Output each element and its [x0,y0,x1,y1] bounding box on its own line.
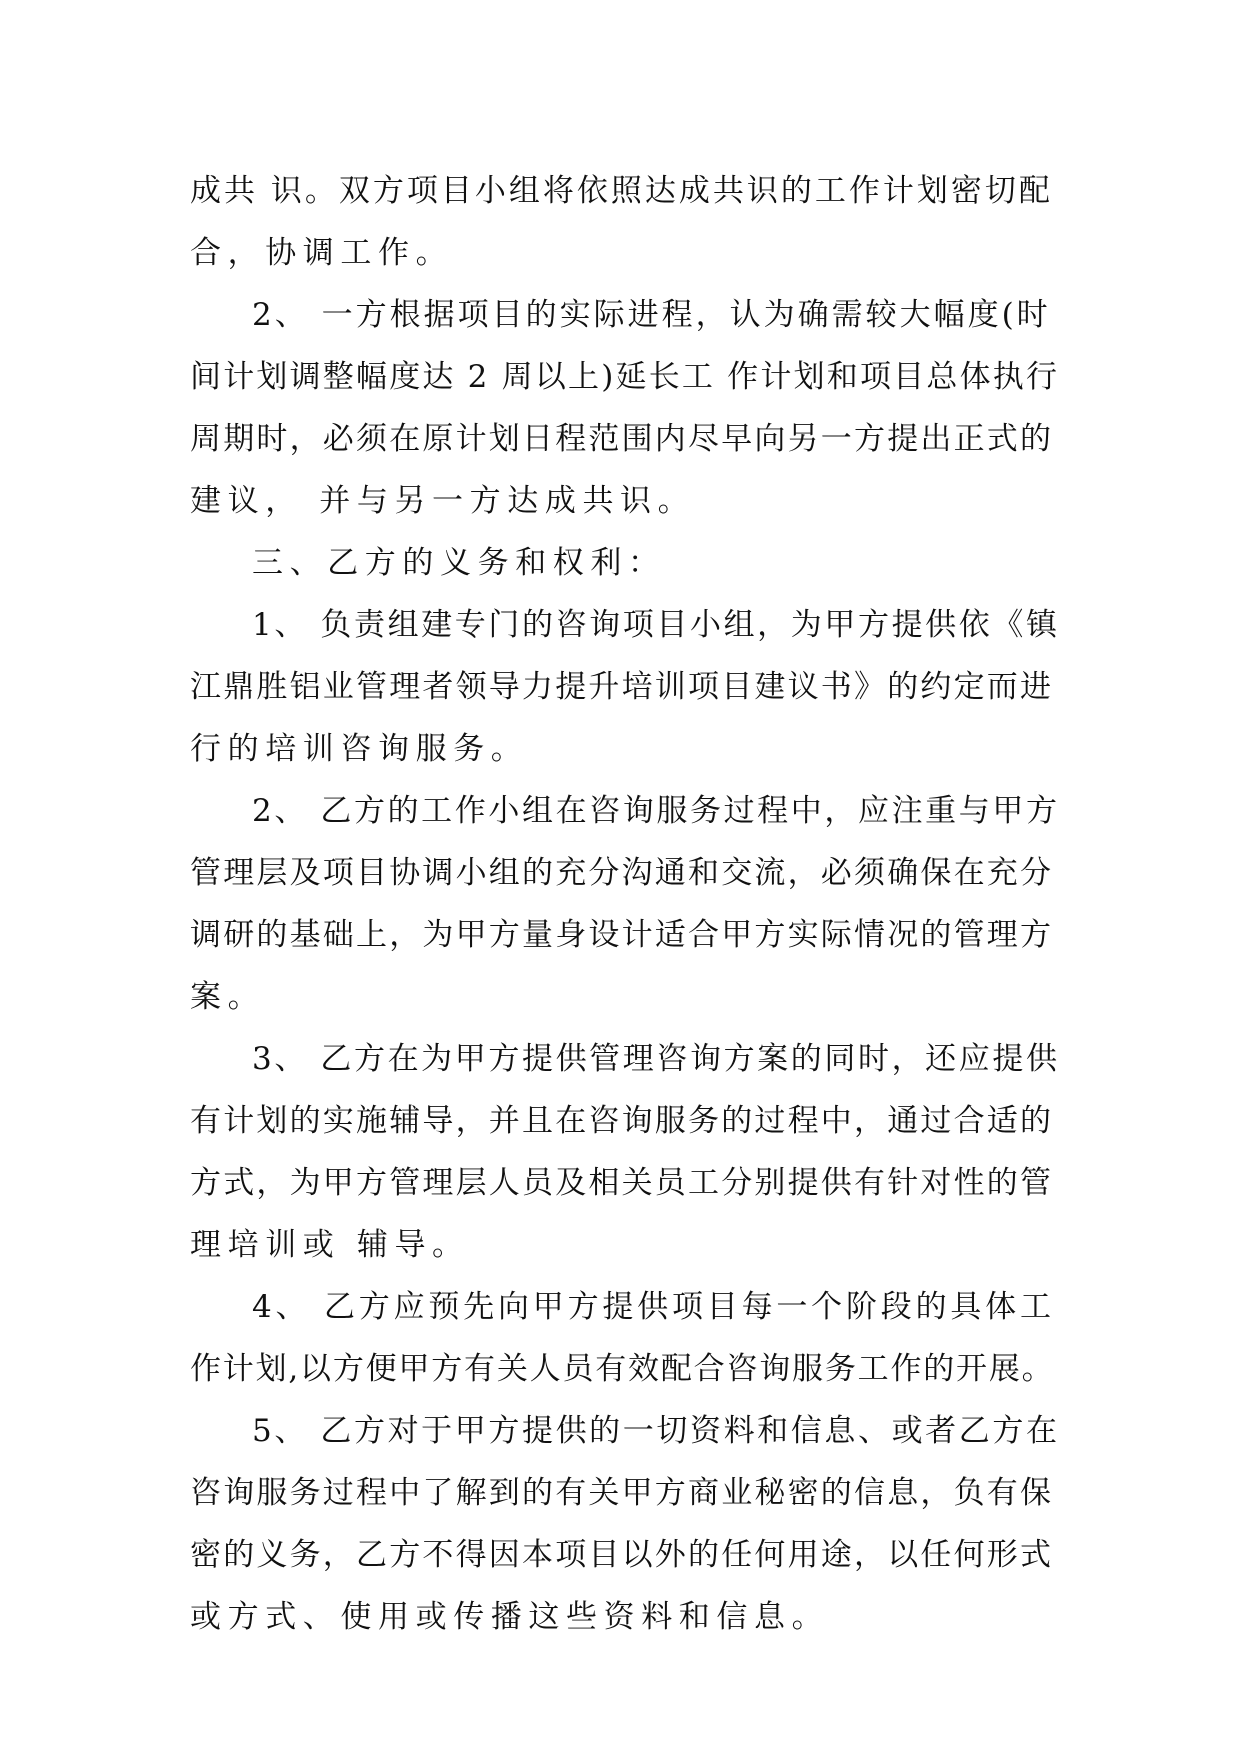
text-line: 间计划调整幅度达 2 周以上)延长工 作计划和项目总体执行 [190,359,1060,395]
text-line: 周期时，必须在原计划日程范围内尽早向另一方提出正式的 [190,421,1054,457]
text-line: 理培训或 辅导。 [190,1227,470,1263]
text-line: 或方式、使用或传播这些资料和信息。 [190,1599,830,1635]
text-line: 管理层及项目协调小组的充分沟通和交流，必须确保在充分 [190,855,1054,891]
text-line: 案。 [190,979,266,1015]
text-line: 行的培训咨询服务。 [190,731,529,767]
section-heading: 三、乙方的义务和权利： [252,545,666,581]
text-line: 作计划,以方便甲方有关人员有效配合咨询服务工作的开展。 [190,1351,1055,1387]
text-line: 4、 乙方应预先向甲方提供项目每一个阶段的具体工 [252,1289,1055,1325]
text-line: 1、 负责组建专门的咨询项目小组，为甲方提供依《镇 [252,607,1060,643]
text-line: 咨询服务过程中了解到的有关甲方商业秘密的信息，负有保 [190,1475,1054,1511]
text-line: 调研的基础上，为甲方量身设计适合甲方实际情况的管理方 [190,917,1054,953]
text-line: 江鼎胜铝业管理者领导力提升培训项目建议书》的约定而进 [190,669,1054,705]
text-line: 成共 识。双方项目小组将依照达成共识的工作计划密切配 [190,173,1053,209]
text-line: 2、 乙方的工作小组在咨询服务过程中，应注重与甲方 [252,793,1060,829]
text-line: 有计划的实施辅导，并且在咨询服务的过程中，通过合适的 [190,1103,1054,1139]
text-line: 合，协调工作。 [190,235,454,271]
text-line: 密的义务，乙方不得因本项目以外的任何用途，以任何形式 [190,1537,1054,1573]
text-line: 方式，为甲方管理层人员及相关员工分别提供有针对性的管 [190,1165,1054,1201]
text-line: 5、 乙方对于甲方提供的一切资料和信息、或者乙方在 [252,1413,1060,1449]
text-line: 建议， 并与另一方达成共识。 [190,483,696,519]
text-line: 3、 乙方在为甲方提供管理咨询方案的同时，还应提供 [252,1041,1060,1077]
document-body [190,160,1060,1648]
text-line: 2、 一方根据项目的实际进程，认为确需较大幅度(时 [252,297,1051,333]
